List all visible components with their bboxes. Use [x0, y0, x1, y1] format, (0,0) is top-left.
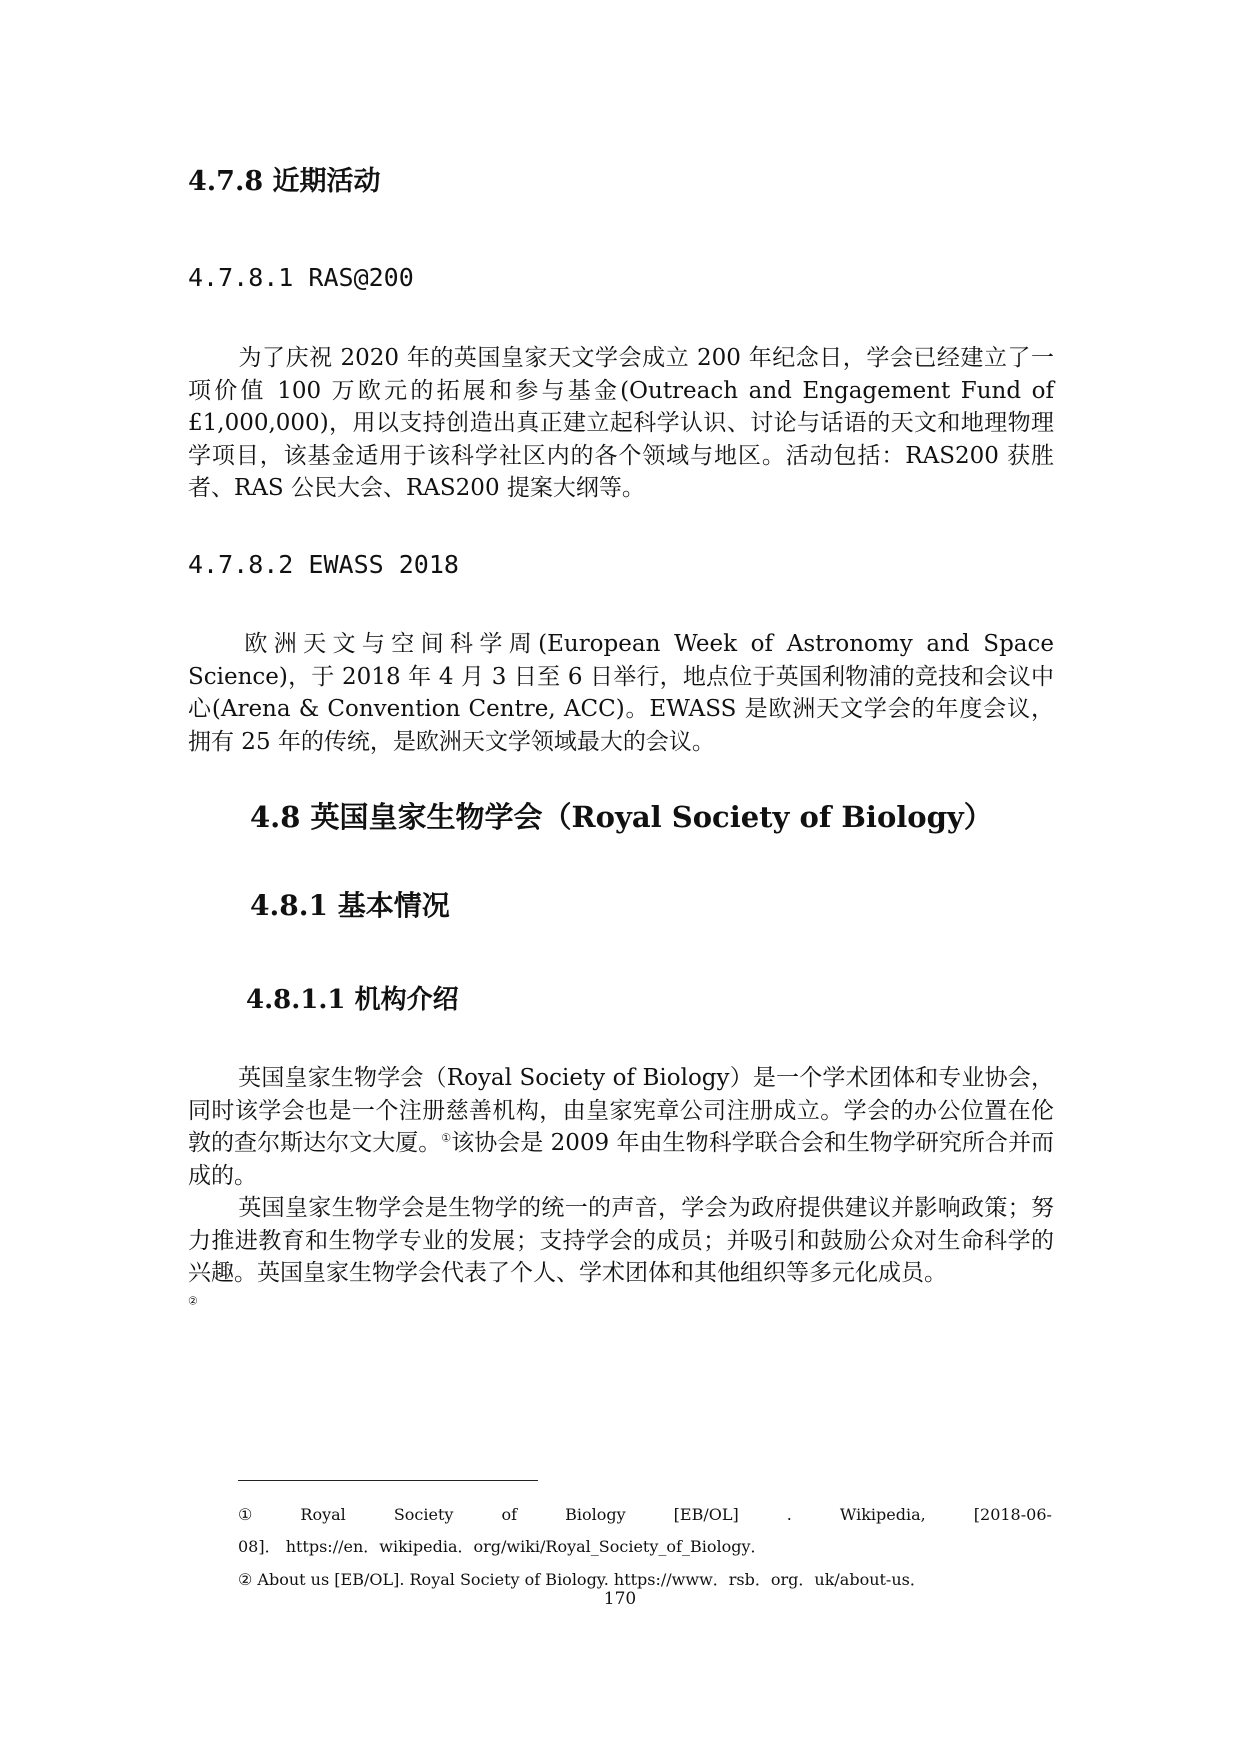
- heading-4-8: 4.8 英国皇家生物学会（Royal Society of Biology）: [250, 800, 993, 834]
- paragraph-rsb-role: [188, 1192, 1054, 1322]
- footnote-1-continuation: 08]． https://en．wikipedia．org/wiki/Royal_Society_of_Biology．: [238, 1537, 767, 1556]
- paragraph-ewass-text: 欧洲天文与空间科学周(European Week of Astronomy and Space Science)，于 2018 年 4 月 3 日至 6 日举行，地点位于英国利物浦的竞技和会议中心(Arena & Convention Centre, ACC)。EWASS 是欧洲天文学会的年度会议，拥有 25 年的传统，是欧洲天文学领域最大的会议。: [188, 631, 1054, 755]
- heading-4-7-8-2: 4.7.8.2 EWASS 2018: [188, 550, 459, 579]
- heading-4-8-1-1: 4.8.1.1 机构介绍: [246, 985, 459, 1015]
- heading-4-7-8-1: 4.7.8.1 RAS@200: [188, 263, 414, 292]
- heading-4-8-1: 4.8.1 基本情况: [250, 889, 450, 922]
- paragraph-rsb-intro-text-a: 英国皇家生物学会（Royal Society of Biology）是一个学术团体和专业协会，同时该学会也是一个注册慈善机构，由皇家宪章公司注册成立。学会的办公位置在伦敦的查尔斯达尔文大厦。: [188, 1065, 1054, 1156]
- paragraph-rsb-role-text: 英国皇家生物学会是生物学的统一的声音，学会为政府提供建议并影响政策；努力推进教育和生物学专业的发展；支持学会的成员；并吸引和鼓励公众对生命科学的兴趣。英国皇家生物学会代表了个人、学术团体和其他组织等多元化成员。: [188, 1195, 1054, 1286]
- heading-4-7-8: 4.7.8 近期活动: [188, 166, 381, 197]
- footnote-2: ② About us [EB/OL]. Royal Society of Biology. https://www．rsb．org．uk/about-us．: [238, 1570, 926, 1589]
- footnote-ref-1[interactable]: ①: [441, 1131, 452, 1145]
- footnote-1-word: Royal: [300, 1505, 346, 1524]
- footnote-1-word: Biology: [565, 1505, 626, 1524]
- page-number: 170: [603, 1589, 637, 1609]
- footnote-1-word: Society: [393, 1505, 454, 1524]
- paragraph-ewass: [188, 628, 1054, 758]
- paragraph-ras200-text: 为了庆祝 2020 年的英国皇家天文学会成立 200 年纪念日，学会已经建立了一项价值 100 万欧元的拓展和参与基金(Outreach and Engagement Fund of £1,000,000)，用以支持创造出真正建立起科学认识、讨论与话语的天文和地理物理学项目，该基金适用于该科学社区内的各个领域与地区。活动包括：RAS200 获胜者、RAS 公民大会、RAS200 提案大纲等。: [188, 345, 1054, 501]
- footnote-1-word: [2018-06-: [973, 1505, 1052, 1524]
- footnote-1-word: Wikipedia,: [839, 1505, 926, 1524]
- footnote-1-word: .: [786, 1505, 792, 1524]
- paragraph-rsb-intro: [188, 1062, 1054, 1192]
- footnote-separator: [238, 1480, 538, 1481]
- footnote-1-word: [EB/OL]: [673, 1505, 739, 1524]
- footnote-ref-2[interactable]: ②: [188, 1293, 198, 1307]
- footnote-1-word: ①: [238, 1505, 253, 1524]
- footnote-1-word: of: [501, 1505, 518, 1524]
- paragraph-rsb-intro-text-b: 该协会是 2009 年由生物科学联合会和生物学研究所合并而成的。: [188, 1130, 1054, 1189]
- footnote-1: [238, 1499, 1052, 1531]
- paragraph-ras200: [188, 342, 1054, 505]
